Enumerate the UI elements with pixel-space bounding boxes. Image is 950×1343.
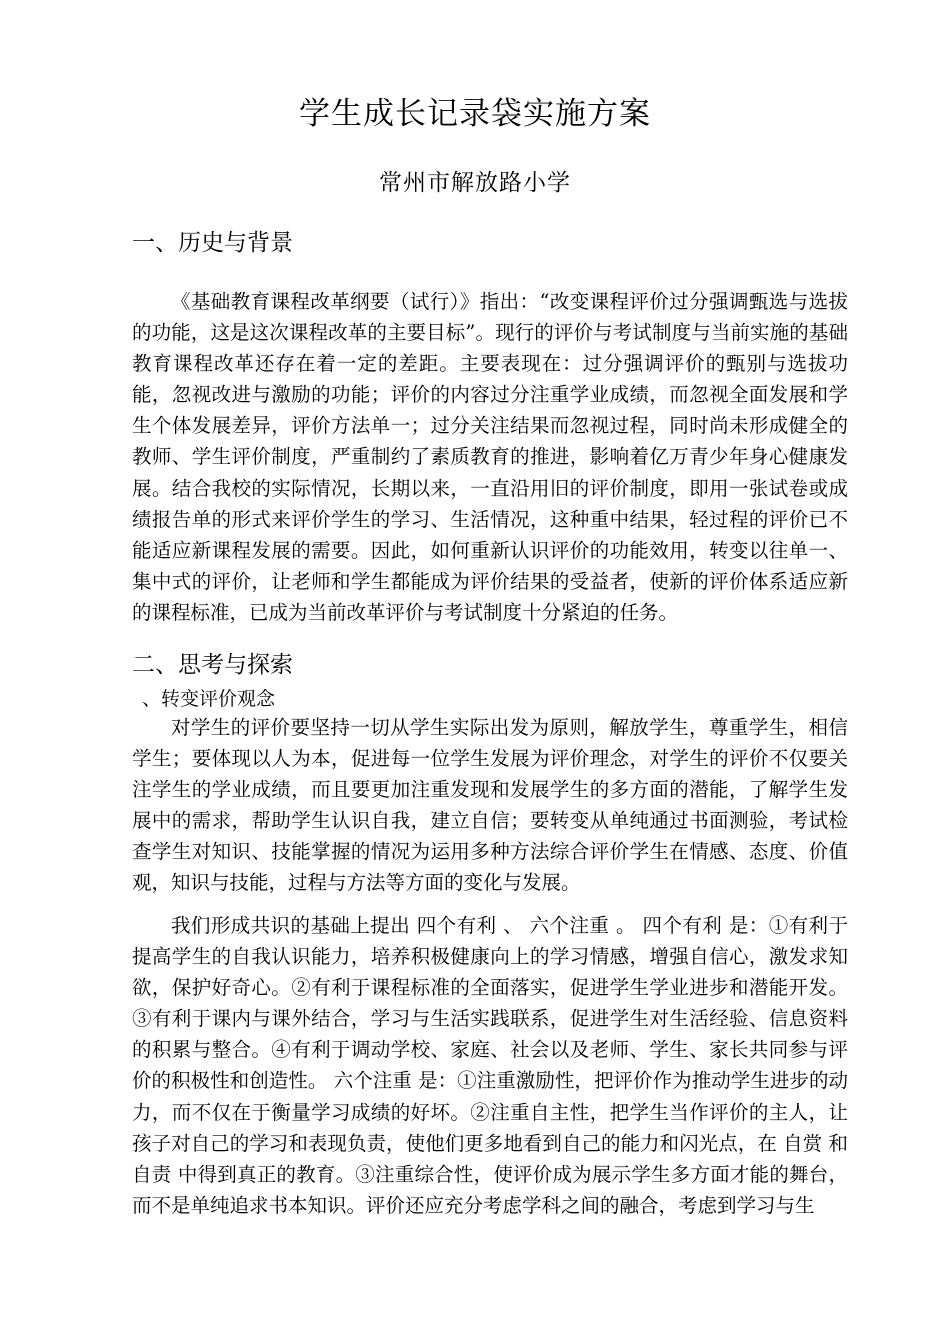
document-title: 学生成长记录袋实施方案 [299, 96, 651, 132]
subheading-evaluation-concept: 、转变评价观念 [142, 688, 276, 710]
school-name: 常州市解放路小学 [379, 170, 571, 196]
section-heading-thinking: 二、思考与探索 [132, 652, 293, 678]
paragraph-evaluation-concept: 对学生的评价要坚持一切从学生实际出发为原则，解放学生，尊重学生，相信学生；要体现以人为本，促进每一位学生发展为评价理念，对学生的评价不仅要关注学生的学业成绩，而且要更加注重发现和发展学生的多方面的潜能，了解学生发展中的需求，帮助学生认识自我，建立自信；要转变从单纯通过书面测验，考试检查学生对知识、技能掌握的情况为运用多种方法综合评价学生在情感、态度、价值观，知识与技能，过程与方法等方面的变化与发展。 [132, 716, 848, 895]
paragraph-four-six-principles: 我们形成共识的基础上提出 四个有利 、 六个注重 。 四个有利 是：①有利于提高学生的自我认识能力，培养积极健康向上的学习情感，增强自信心，激发求知欲，保护好奇心。②有利于课程标准的全面落实，促进学生学业进步和潜能开发。③有利于课内与课外结合，学习与生活实践联系，促进学生对生活经验、信息资料的积累与整合。④有利于调动学校、家庭、社会以及老师、学生、家长共同参与评价的积极性和创造性。 六个注重 是：①注重激励性，把评价作为推动学生进步的动力，而不仅在于衡量学习成绩的好坏。②注重自主性，把学生当作评价的主人，让孩子对自己的学习和表现负责，使他们更多地看到自己的能力和闪光点，在 自赏 和 自责 中得到真正的教育。③注重综合性，使评价成为展示学生多方面才能的舞台，而不是单纯追求书本知识。评价还应充分考虑学科之间的融合，考虑到学习与生 [132, 914, 848, 1217]
paragraph-history: 《基础教育课程改革纲要（试行）》指出：“改变课程评价过分强调甄选与选拔的功能，这是这次课程改革的主要目标”。现行的评价与考试制度与当前实施的基础教育课程改革还存在着一定的差距。主要表现在：过分强调评价的甄别与选拔功能，忽视改进与激励的功能；评价的内容过分注重学业成绩，而忽视全面发展和学生个体发展差异，评价方法单一；过分关注结果而忽视过程，同时尚未形成健全的教师、学生评价制度，严重制约了素质教育的推进，影响着亿万青少年身心健康发展。结合我校的实际情况，长期以来，一直沿用旧的评价制度，即用一张试卷或成绩报告单的形式来评价学生的学习、生活情况，这种重中结果，轻过程的评价已不能适应新课程发展的需要。因此，如何重新认识评价的功能效用，转变以往单一、集中式的评价，让老师和学生都能成为评价结果的受益者，使新的评价体系适应新的课程标准，已成为当前改革评价与考试制度十分紧迫的任务。 [132, 290, 848, 624]
section-heading-history: 一、历史与背景 [132, 230, 293, 256]
